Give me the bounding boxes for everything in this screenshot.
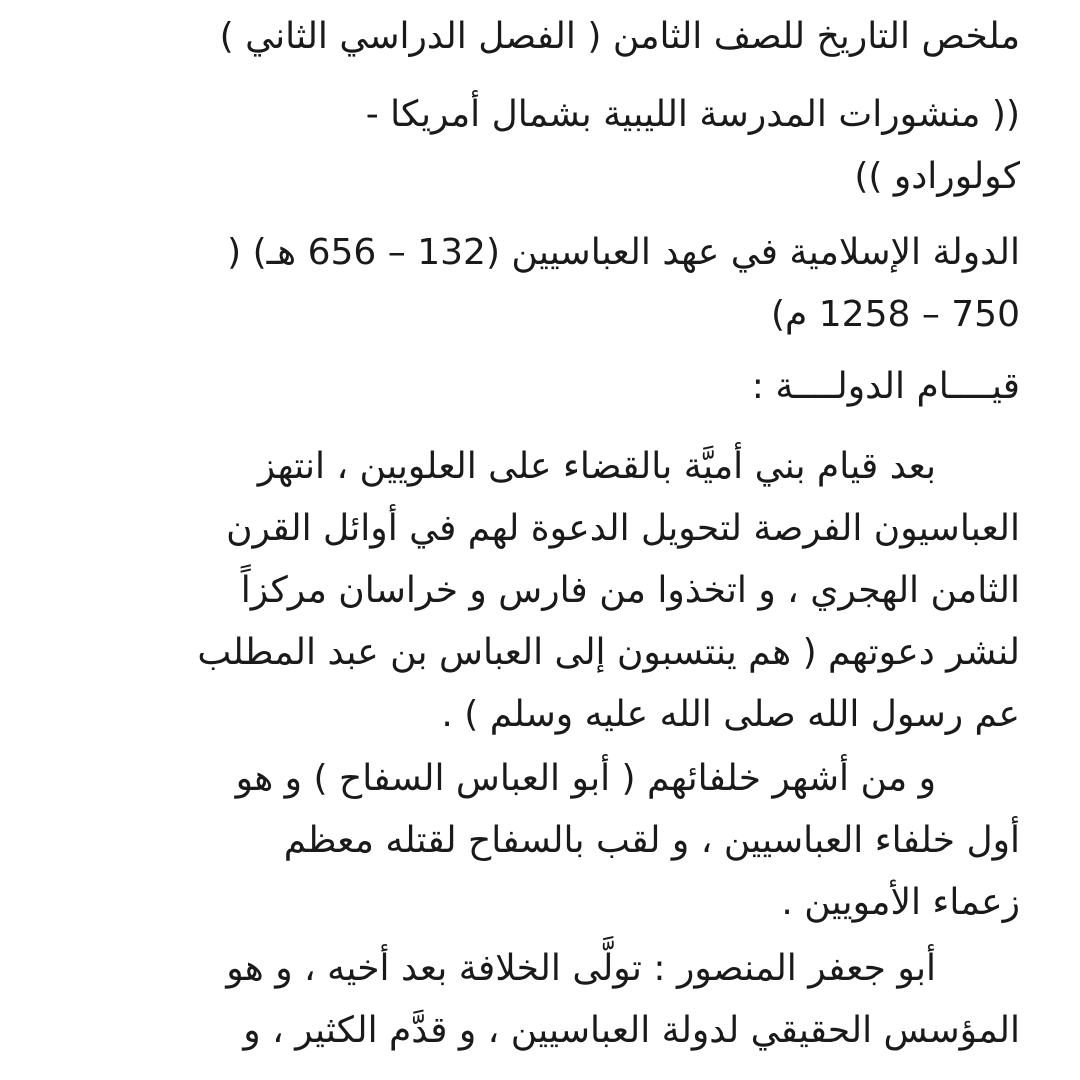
publisher-note <box>40 84 1020 208</box>
section-title <box>40 356 1020 418</box>
title-line: ملخص التاريخ للصف الثامن ( الفصل الدراسي الثاني ) <box>219 16 1020 57</box>
section-title-text: قيــــام الدولــــة : <box>751 366 1020 407</box>
publisher-line-2: كولورادو )) <box>854 156 1020 197</box>
paragraph-line: العباسيون الفرصة لتحويل الدعوة لهم في أوائل القرن <box>226 508 1020 549</box>
paragraph-line: و من أشهر خلفائهم ( أبو العباس السفاح ) و هو <box>235 758 936 799</box>
document-title <box>40 6 1020 68</box>
paragraph-line: المؤسس الحقيقي لدولة العباسيين ، و قدَّم الكثير ، و <box>243 1010 1020 1051</box>
paragraph-line: بعد قيام بني أميَّة بالقضاء على العلويين ، انتهز <box>257 446 936 487</box>
paragraph-caliphs <box>40 748 1020 934</box>
paragraph-line: لنشر دعوتهم ( هم ينتسبون إلى العباس بن عبد المطلب <box>197 632 1020 673</box>
paragraph-line: أبو جعفر المنصور : تولَّى الخلافة بعد أخيه ، و هو <box>226 948 936 989</box>
lesson-heading <box>40 222 1020 346</box>
paragraph-line: أول خلفاء العباسيين ، و لقب بالسفاح لقتله معظم <box>283 820 1020 861</box>
paragraph-mansur <box>40 938 1020 1062</box>
heading-line-1: الدولة الإسلامية في عهد العباسيين (132 – 656 هـ) ( <box>227 232 1020 273</box>
paragraph-line: الثامن الهجري ، و اتخذوا من فارس و خراسان مركزاً <box>240 570 1020 611</box>
paragraph-line: زعماء الأمويين . <box>781 882 1020 923</box>
paragraph-founding <box>40 436 1020 746</box>
heading-line-2: 750 – 1258 م) <box>770 294 1020 335</box>
paragraph-line: عم رسول الله صلى الله عليه وسلم ) . <box>441 694 1020 735</box>
publisher-line-1: (( منشورات المدرسة الليبية بشمال أمريكا - <box>365 94 1020 135</box>
